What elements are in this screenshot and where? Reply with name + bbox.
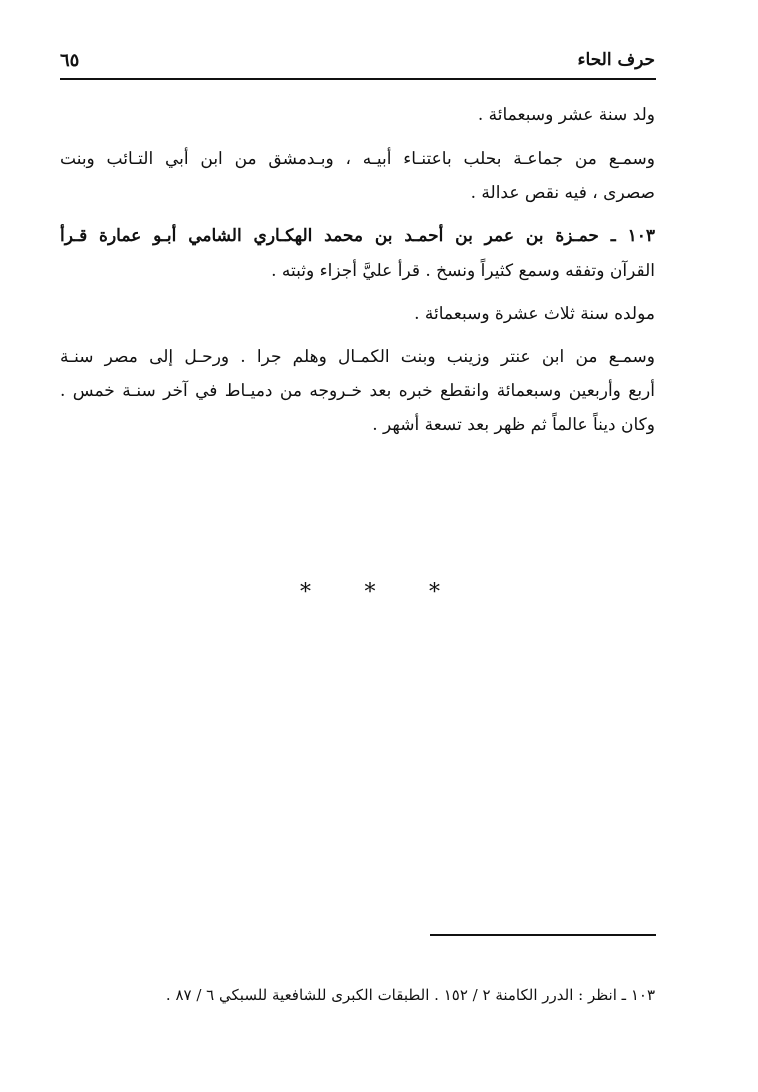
body-line: القرآن وتفقه وسمع كثيراً ونسخ . قرأ عليَّ أجزاء وثبته . [271, 261, 655, 281]
body-line: مولده سنة ثلاث عشرة وسبعمائة . [414, 304, 655, 324]
ornament-star: * [364, 580, 376, 605]
body-line: ولد سنة عشر وسبعمائة . [477, 105, 655, 125]
body-line: وسمـع من جماعـة بحلب باعتنـاء أبيـه ، وبـدمشق من ابن أبي التـائب وبنت [60, 149, 655, 169]
body-line: صصرى ، فيه نقص عدالة . [470, 183, 655, 203]
header-rule [60, 78, 656, 80]
body-line: وكان ديناً عالماً ثم ظهر بعد تسعة أشهر . [372, 415, 655, 435]
ornament-star: * [300, 580, 311, 605]
footnote-rule [430, 934, 656, 936]
body-line: أربع وأربعين وسبعمائة وانقطع خبره بعد خـروجه من دميـاط في آخر سنـة خمس . [60, 381, 655, 401]
entry-103-heading-line: ١٠٣ ـ حمـزة بن عمر بن أحمـد بن محمد الهكـاري الشامي أبـو عمارة قـرأ [60, 226, 655, 246]
running-title: حرف الحاء [577, 50, 655, 70]
page-header [60, 50, 655, 76]
body-line: وسمـع من ابن عنتر وزينب وبنت الكمـال وهلم جرا . ورحـل إلى مصر سنـة [60, 347, 655, 367]
section-ornament [300, 580, 440, 605]
ornament-star: * [429, 580, 440, 605]
page-number: ٦٥ [60, 50, 80, 71]
footnote: ١٠٣ ـ انظر : الدرر الكامنة ٢ / ١٥٢ . الطبقات الكبرى للشافعية للسبكي ٦ / ٨٧ . [165, 986, 655, 1004]
